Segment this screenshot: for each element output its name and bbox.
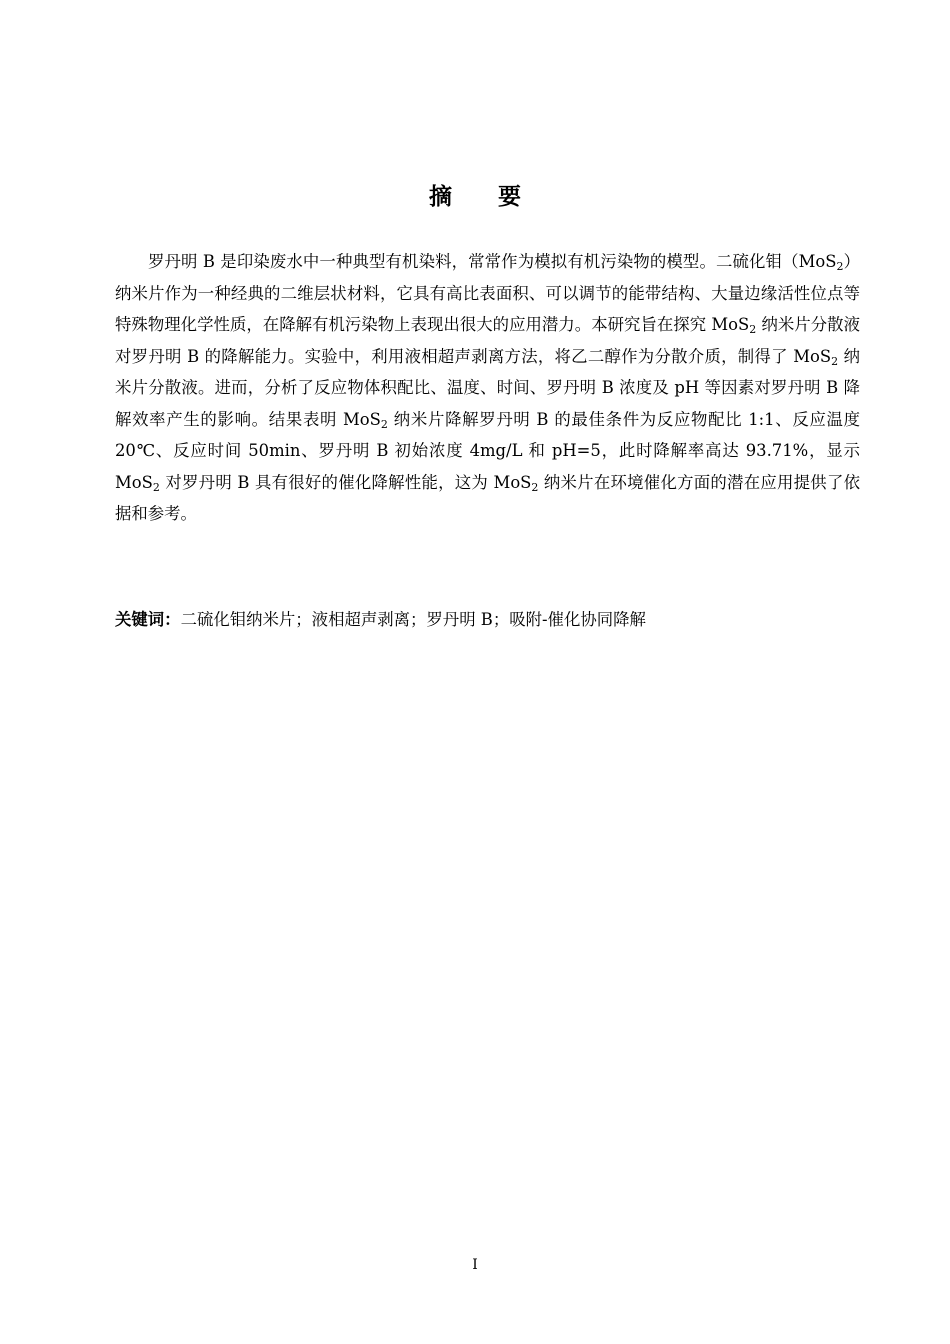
abstract-text-7: 纳米片在环境催化方面的潜在应用提供了依据和参考。 — [115, 472, 860, 523]
subscript-2: 2 — [380, 417, 388, 431]
abstract-text-2: ）纳米片作为一种经典的二维层状材料，它具有高比表面积、可以调节的能带结构、大量边缘活性位点等特殊物理化学性质，在降解有机污染物上表现出很大的应用潜力。本研究旨在探究 MoS — [115, 252, 861, 334]
keywords-line — [115, 604, 860, 636]
abstract-paragraph — [115, 246, 860, 530]
subscript-2: 2 — [531, 480, 539, 494]
keywords-label: 关键词： — [115, 610, 181, 629]
subscript-2: 2 — [749, 323, 757, 336]
subscript-2: 2 — [831, 354, 839, 368]
title-char-1: 摘 — [429, 184, 452, 210]
abstract-text-6: 对罗丹明 B 具有很好的催化降解性能，这为 MoS — [159, 472, 532, 492]
page-number: I — [472, 1257, 478, 1273]
abstract-text-1: 罗丹明 B 是印染废水中一种典型有机染料，常常作为模拟有机污染物的模型。二硫化钼（MoS — [148, 252, 837, 271]
page-title — [0, 178, 950, 211]
title-char-2: 要 — [498, 184, 521, 210]
abstract-text-3: 纳米片分散液对罗丹明 B 的降解能力。实验中，利用液相超声剥离方法，将乙二醇作为分散介质，制得了 MoS — [115, 315, 860, 366]
keywords-text: 二硫化钼纳米片；液相超声剥离；罗丹明 B；吸附-催化协同降解 — [180, 610, 646, 629]
subscript-2: 2 — [836, 260, 844, 273]
subscript-2: 2 — [152, 480, 160, 494]
abstract-text-4: 纳米片分散液。进而，分析了反应物体积配比、温度、时间、罗丹明 B 浓度及 pH 等因素对罗丹明 B 降解效率产生的影响。结果表明 MoS — [115, 346, 860, 429]
abstract-text-5: 纳米片降解罗丹明 B 的最佳条件为反应物配比 1:1、反应温度 20℃、反应时间 50min、罗丹明 B 初始浓度 4mg/L 和 pH=5，此时降解率高达 93.71%，显示 MoS — [115, 409, 861, 492]
